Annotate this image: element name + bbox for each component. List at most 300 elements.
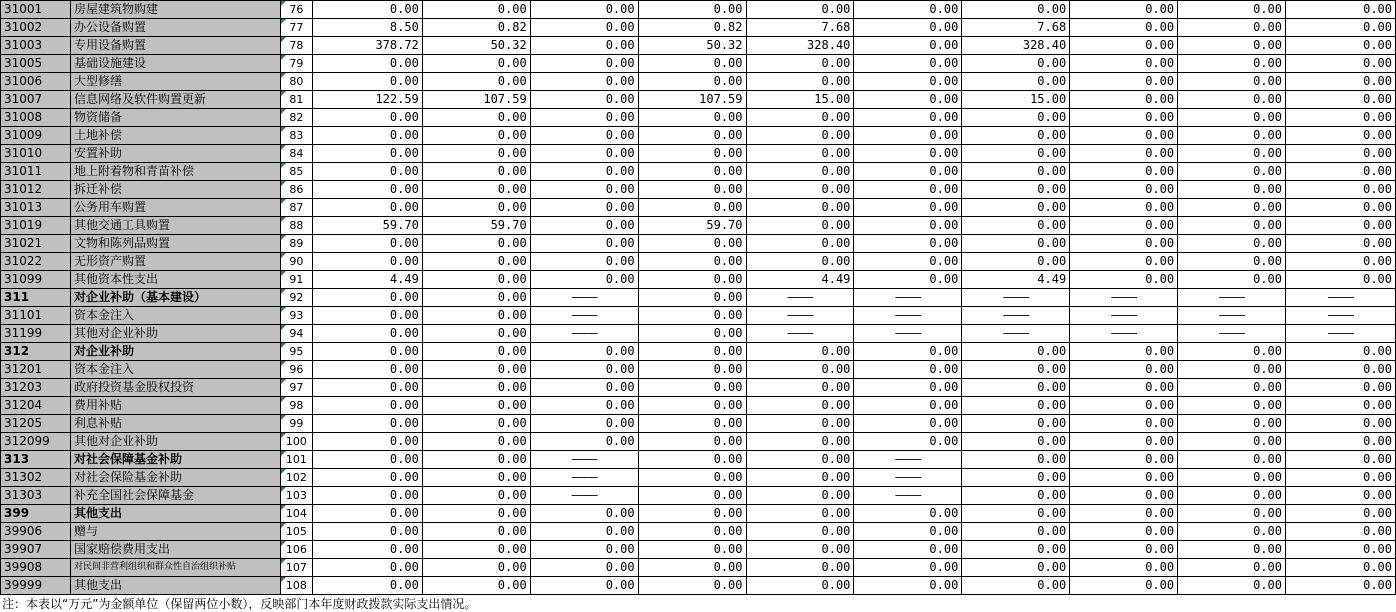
amount-cell[interactable]: 0.00 (962, 541, 1070, 559)
amount-cell[interactable]: ———— (1070, 289, 1178, 307)
amount-cell[interactable]: 0.00 (1178, 145, 1286, 163)
amount-cell[interactable]: 50.32 (422, 37, 530, 55)
amount-cell[interactable]: 0.00 (746, 379, 854, 397)
amount-cell[interactable]: 0.00 (746, 235, 854, 253)
amount-cell[interactable]: 0.00 (962, 253, 1070, 271)
amount-cell[interactable]: 0.00 (1178, 469, 1286, 487)
amount-cell[interactable]: 0.00 (422, 415, 530, 433)
amount-cell[interactable]: 4.49 (962, 271, 1070, 289)
amount-cell[interactable]: ———— (530, 451, 638, 469)
amount-cell[interactable]: 4.49 (312, 271, 422, 289)
amount-cell[interactable]: 0.00 (312, 163, 422, 181)
subject-name-cell[interactable]: 无形资产购置 (70, 253, 280, 271)
amount-cell[interactable]: 0.00 (530, 361, 638, 379)
amount-cell[interactable]: 0.00 (312, 541, 422, 559)
amount-cell[interactable]: 0.00 (746, 415, 854, 433)
amount-cell[interactable]: 0.00 (962, 55, 1070, 73)
amount-cell[interactable]: 0.00 (962, 217, 1070, 235)
subject-code-cell[interactable]: 31199 (1, 325, 71, 343)
amount-cell[interactable]: 0.00 (962, 523, 1070, 541)
amount-cell[interactable]: 0.00 (1178, 73, 1286, 91)
line-number-cell[interactable]: 104 (280, 505, 312, 523)
line-number-cell[interactable]: 76 (280, 1, 312, 19)
subject-code-cell[interactable]: 31002 (1, 19, 71, 37)
amount-cell[interactable]: 0.00 (530, 217, 638, 235)
subject-code-cell[interactable]: 31006 (1, 73, 71, 91)
subject-name-cell[interactable]: 大型修缮 (70, 73, 280, 91)
amount-cell[interactable]: 0.00 (1070, 271, 1178, 289)
amount-cell[interactable]: 0.00 (1178, 217, 1286, 235)
amount-cell[interactable]: 0.00 (962, 361, 1070, 379)
subject-code-cell[interactable]: 31101 (1, 307, 71, 325)
amount-cell[interactable]: 0.00 (312, 379, 422, 397)
amount-cell[interactable]: 0.00 (1285, 361, 1395, 379)
amount-cell[interactable]: ———— (1285, 307, 1395, 325)
subject-code-cell[interactable]: 31011 (1, 163, 71, 181)
amount-cell[interactable]: 0.00 (962, 1, 1070, 19)
amount-cell[interactable]: 0.00 (746, 487, 854, 505)
subject-code-cell[interactable]: 31205 (1, 415, 71, 433)
subject-code-cell[interactable]: 31008 (1, 109, 71, 127)
amount-cell[interactable]: 0.00 (1070, 91, 1178, 109)
subject-name-cell[interactable]: 拆迁补偿 (70, 181, 280, 199)
amount-cell[interactable]: 0.00 (1070, 343, 1178, 361)
amount-cell[interactable]: 0.00 (1285, 1, 1395, 19)
amount-cell[interactable]: ———— (962, 307, 1070, 325)
line-number-cell[interactable]: 97 (280, 379, 312, 397)
subject-code-cell[interactable]: 31303 (1, 487, 71, 505)
amount-cell[interactable]: 0.00 (1178, 451, 1286, 469)
subject-code-cell[interactable]: 399 (1, 505, 71, 523)
amount-cell[interactable]: 0.00 (530, 541, 638, 559)
amount-cell[interactable]: 0.00 (530, 397, 638, 415)
subject-code-cell[interactable]: 31012 (1, 181, 71, 199)
amount-cell[interactable]: 0.00 (422, 181, 530, 199)
amount-cell[interactable]: 0.00 (1285, 379, 1395, 397)
amount-cell[interactable]: 0.00 (530, 1, 638, 19)
amount-cell[interactable]: 0.00 (530, 235, 638, 253)
amount-cell[interactable]: 0.00 (1070, 253, 1178, 271)
amount-cell[interactable]: 0.00 (638, 487, 746, 505)
line-number-cell[interactable]: 89 (280, 235, 312, 253)
amount-cell[interactable]: 0.00 (1285, 577, 1395, 595)
amount-cell[interactable]: 0.00 (638, 55, 746, 73)
amount-cell[interactable]: 0.00 (1070, 1, 1178, 19)
amount-cell[interactable]: 0.00 (1178, 37, 1286, 55)
amount-cell[interactable]: 0.00 (854, 199, 962, 217)
amount-cell[interactable]: 0.00 (962, 343, 1070, 361)
amount-cell[interactable]: 0.00 (854, 523, 962, 541)
amount-cell[interactable]: 0.00 (1285, 541, 1395, 559)
amount-cell[interactable]: 0.00 (422, 397, 530, 415)
subject-code-cell[interactable]: 31010 (1, 145, 71, 163)
amount-cell[interactable]: ———— (530, 469, 638, 487)
line-number-cell[interactable]: 78 (280, 37, 312, 55)
amount-cell[interactable]: 0.00 (962, 451, 1070, 469)
subject-code-cell[interactable]: 31013 (1, 199, 71, 217)
amount-cell[interactable]: 0.00 (962, 145, 1070, 163)
amount-cell[interactable]: 0.00 (746, 73, 854, 91)
amount-cell[interactable]: 0.00 (1070, 415, 1178, 433)
amount-cell[interactable]: 0.00 (530, 577, 638, 595)
amount-cell[interactable]: 0.00 (312, 397, 422, 415)
amount-cell[interactable]: 0.00 (422, 523, 530, 541)
amount-cell[interactable]: 0.00 (1070, 505, 1178, 523)
amount-cell[interactable]: 0.00 (1285, 397, 1395, 415)
subject-name-cell[interactable]: 国家赔偿费用支出 (70, 541, 280, 559)
amount-cell[interactable]: 0.00 (1285, 487, 1395, 505)
line-number-cell[interactable]: 81 (280, 91, 312, 109)
amount-cell[interactable]: 0.00 (854, 397, 962, 415)
amount-cell[interactable]: 0.00 (422, 163, 530, 181)
amount-cell[interactable]: ———— (1178, 289, 1286, 307)
subject-code-cell[interactable]: 312099 (1, 433, 71, 451)
amount-cell[interactable]: 0.00 (1285, 37, 1395, 55)
amount-cell[interactable]: 0.00 (530, 559, 638, 577)
amount-cell[interactable]: ———— (854, 487, 962, 505)
amount-cell[interactable]: 0.00 (422, 487, 530, 505)
amount-cell[interactable]: 0.00 (312, 127, 422, 145)
subject-name-cell[interactable]: 政府投资基金股权投资 (70, 379, 280, 397)
amount-cell[interactable]: 0.00 (746, 163, 854, 181)
amount-cell[interactable]: 0.00 (746, 127, 854, 145)
amount-cell[interactable]: 0.82 (422, 19, 530, 37)
amount-cell[interactable]: 0.00 (854, 91, 962, 109)
amount-cell[interactable]: 0.00 (1285, 127, 1395, 145)
amount-cell[interactable]: 0.00 (638, 199, 746, 217)
line-number-cell[interactable]: 88 (280, 217, 312, 235)
amount-cell[interactable]: 0.00 (1070, 433, 1178, 451)
amount-cell[interactable]: ———— (746, 307, 854, 325)
amount-cell[interactable]: 0.00 (1178, 505, 1286, 523)
subject-name-cell[interactable]: 土地补偿 (70, 127, 280, 145)
amount-cell[interactable]: 0.00 (854, 163, 962, 181)
amount-cell[interactable]: 0.00 (638, 469, 746, 487)
amount-cell[interactable]: 0.00 (1178, 199, 1286, 217)
amount-cell[interactable]: 0.00 (422, 451, 530, 469)
amount-cell[interactable]: 0.00 (1070, 361, 1178, 379)
amount-cell[interactable]: 0.00 (962, 415, 1070, 433)
line-number-cell[interactable]: 93 (280, 307, 312, 325)
amount-cell[interactable]: 0.00 (962, 109, 1070, 127)
amount-cell[interactable]: 0.00 (854, 73, 962, 91)
line-number-cell[interactable]: 80 (280, 73, 312, 91)
amount-cell[interactable]: 0.00 (530, 37, 638, 55)
amount-cell[interactable]: 0.00 (530, 127, 638, 145)
amount-cell[interactable]: 0.00 (422, 379, 530, 397)
amount-cell[interactable]: ———— (1285, 289, 1395, 307)
amount-cell[interactable]: 0.00 (962, 397, 1070, 415)
amount-cell[interactable]: 0.00 (312, 433, 422, 451)
amount-cell[interactable]: 0.00 (530, 523, 638, 541)
amount-cell[interactable]: 0.00 (422, 127, 530, 145)
amount-cell[interactable]: ———— (530, 325, 638, 343)
amount-cell[interactable]: 0.00 (962, 577, 1070, 595)
amount-cell[interactable]: 107.59 (422, 91, 530, 109)
amount-cell[interactable]: 0.00 (312, 577, 422, 595)
amount-cell[interactable]: 0.00 (1178, 361, 1286, 379)
amount-cell[interactable]: 0.00 (854, 145, 962, 163)
amount-cell[interactable]: 0.00 (1070, 397, 1178, 415)
amount-cell[interactable]: 0.00 (1070, 163, 1178, 181)
subject-name-cell[interactable]: 对社会保险基金补助 (70, 469, 280, 487)
amount-cell[interactable]: 0.00 (1178, 55, 1286, 73)
subject-name-cell[interactable]: 安置补助 (70, 145, 280, 163)
line-number-cell[interactable]: 84 (280, 145, 312, 163)
amount-cell[interactable]: 0.00 (312, 235, 422, 253)
amount-cell[interactable]: 0.00 (1285, 469, 1395, 487)
subject-name-cell[interactable]: 房屋建筑物购建 (70, 1, 280, 19)
amount-cell[interactable]: 59.70 (638, 217, 746, 235)
amount-cell[interactable]: 0.82 (638, 19, 746, 37)
amount-cell[interactable]: 0.00 (962, 487, 1070, 505)
amount-cell[interactable]: 0.00 (530, 433, 638, 451)
amount-cell[interactable]: 0.00 (638, 127, 746, 145)
amount-cell[interactable]: 0.00 (1285, 451, 1395, 469)
amount-cell[interactable]: 4.49 (746, 271, 854, 289)
amount-cell[interactable]: 0.00 (1070, 55, 1178, 73)
amount-cell[interactable]: 0.00 (422, 469, 530, 487)
amount-cell[interactable]: 0.00 (422, 145, 530, 163)
amount-cell[interactable]: 0.00 (1285, 559, 1395, 577)
amount-cell[interactable]: 0.00 (746, 217, 854, 235)
line-number-cell[interactable]: 83 (280, 127, 312, 145)
amount-cell[interactable]: 0.00 (854, 361, 962, 379)
amount-cell[interactable]: 0.00 (530, 145, 638, 163)
amount-cell[interactable]: 59.70 (312, 217, 422, 235)
amount-cell[interactable]: 0.00 (746, 55, 854, 73)
amount-cell[interactable]: 0.00 (422, 235, 530, 253)
amount-cell[interactable]: 0.00 (422, 343, 530, 361)
amount-cell[interactable]: 0.00 (638, 379, 746, 397)
amount-cell[interactable]: ———— (1070, 307, 1178, 325)
amount-cell[interactable]: ———— (746, 325, 854, 343)
line-number-cell[interactable]: 91 (280, 271, 312, 289)
amount-cell[interactable]: 0.00 (422, 271, 530, 289)
amount-cell[interactable]: 0.00 (854, 577, 962, 595)
amount-cell[interactable]: 0.00 (530, 163, 638, 181)
amount-cell[interactable]: 0.00 (530, 181, 638, 199)
amount-cell[interactable]: 0.00 (746, 343, 854, 361)
amount-cell[interactable]: 0.00 (312, 523, 422, 541)
subject-name-cell[interactable]: 专用设备购置 (70, 37, 280, 55)
amount-cell[interactable]: 0.00 (962, 199, 1070, 217)
amount-cell[interactable]: 0.00 (530, 271, 638, 289)
amount-cell[interactable]: 0.00 (1070, 487, 1178, 505)
amount-cell[interactable]: 0.00 (1285, 181, 1395, 199)
subject-name-cell[interactable]: 对民间非营利组织和群众性自治组织补贴 (70, 559, 280, 577)
amount-cell[interactable]: 0.00 (530, 253, 638, 271)
subject-name-cell[interactable]: 公务用车购置 (70, 199, 280, 217)
subject-name-cell[interactable]: 地上附着物和青苗补偿 (70, 163, 280, 181)
amount-cell[interactable]: 0.00 (854, 541, 962, 559)
amount-cell[interactable]: 0.00 (854, 235, 962, 253)
amount-cell[interactable]: 0.00 (638, 307, 746, 325)
amount-cell[interactable]: 0.00 (638, 577, 746, 595)
amount-cell[interactable]: 0.00 (746, 523, 854, 541)
amount-cell[interactable]: 0.00 (1178, 91, 1286, 109)
subject-name-cell[interactable]: 利息补贴 (70, 415, 280, 433)
amount-cell[interactable]: ———— (1178, 307, 1286, 325)
amount-cell[interactable]: ———— (746, 289, 854, 307)
amount-cell[interactable]: 0.00 (530, 109, 638, 127)
amount-cell[interactable]: 0.00 (1070, 73, 1178, 91)
amount-cell[interactable]: 0.00 (422, 109, 530, 127)
line-number-cell[interactable]: 90 (280, 253, 312, 271)
amount-cell[interactable]: 0.00 (312, 487, 422, 505)
amount-cell[interactable]: ———— (1070, 325, 1178, 343)
amount-cell[interactable]: 0.00 (854, 253, 962, 271)
amount-cell[interactable]: ———— (530, 289, 638, 307)
amount-cell[interactable]: 0.00 (962, 181, 1070, 199)
amount-cell[interactable]: 0.00 (1285, 523, 1395, 541)
amount-cell[interactable]: 0.00 (1070, 19, 1178, 37)
subject-name-cell[interactable]: 资本金注入 (70, 361, 280, 379)
amount-cell[interactable]: 0.00 (312, 343, 422, 361)
amount-cell[interactable]: 0.00 (746, 199, 854, 217)
amount-cell[interactable]: 0.00 (962, 469, 1070, 487)
amount-cell[interactable]: 0.00 (1178, 253, 1286, 271)
amount-cell[interactable]: 0.00 (962, 163, 1070, 181)
amount-cell[interactable]: 0.00 (422, 289, 530, 307)
amount-cell[interactable]: 0.00 (422, 325, 530, 343)
amount-cell[interactable]: 0.00 (746, 1, 854, 19)
line-number-cell[interactable]: 87 (280, 199, 312, 217)
amount-cell[interactable]: 0.00 (746, 181, 854, 199)
amount-cell[interactable]: 0.00 (854, 37, 962, 55)
amount-cell[interactable]: 0.00 (530, 91, 638, 109)
amount-cell[interactable]: 0.00 (638, 541, 746, 559)
amount-cell[interactable]: 0.00 (1070, 559, 1178, 577)
amount-cell[interactable]: ———— (962, 325, 1070, 343)
amount-cell[interactable]: 0.00 (312, 55, 422, 73)
subject-code-cell[interactable]: 31001 (1, 1, 71, 19)
amount-cell[interactable]: 0.00 (422, 253, 530, 271)
amount-cell[interactable]: 0.00 (1178, 433, 1286, 451)
amount-cell[interactable]: 0.00 (422, 433, 530, 451)
amount-cell[interactable]: 0.00 (638, 325, 746, 343)
amount-cell[interactable]: ———— (854, 307, 962, 325)
amount-cell[interactable]: 0.00 (1285, 55, 1395, 73)
amount-cell[interactable]: 0.00 (422, 307, 530, 325)
amount-cell[interactable]: 15.00 (962, 91, 1070, 109)
subject-name-cell[interactable]: 其他对企业补助 (70, 325, 280, 343)
amount-cell[interactable]: 0.00 (312, 1, 422, 19)
amount-cell[interactable]: 0.00 (1070, 37, 1178, 55)
amount-cell[interactable]: 0.00 (312, 559, 422, 577)
amount-cell[interactable]: 7.68 (746, 19, 854, 37)
subject-name-cell[interactable]: 其他支出 (70, 505, 280, 523)
amount-cell[interactable]: 0.00 (1178, 19, 1286, 37)
amount-cell[interactable]: 0.00 (1178, 181, 1286, 199)
line-number-cell[interactable]: 102 (280, 469, 312, 487)
amount-cell[interactable]: 0.00 (638, 343, 746, 361)
amount-cell[interactable]: 0.00 (530, 73, 638, 91)
amount-cell[interactable]: 0.00 (638, 415, 746, 433)
amount-cell[interactable]: 0.00 (1178, 487, 1286, 505)
amount-cell[interactable]: 0.00 (638, 1, 746, 19)
amount-cell[interactable]: 0.00 (312, 145, 422, 163)
subject-name-cell[interactable]: 其他资本性支出 (70, 271, 280, 289)
amount-cell[interactable]: 0.00 (854, 127, 962, 145)
amount-cell[interactable]: 0.00 (1285, 199, 1395, 217)
amount-cell[interactable]: 0.00 (746, 469, 854, 487)
line-number-cell[interactable]: 95 (280, 343, 312, 361)
amount-cell[interactable]: 0.00 (312, 451, 422, 469)
amount-cell[interactable]: 0.00 (1178, 163, 1286, 181)
amount-cell[interactable]: 0.00 (530, 505, 638, 523)
amount-cell[interactable]: 0.00 (638, 523, 746, 541)
amount-cell[interactable]: 0.00 (638, 397, 746, 415)
amount-cell[interactable]: 0.00 (854, 55, 962, 73)
amount-cell[interactable]: 0.00 (530, 415, 638, 433)
amount-cell[interactable]: 0.00 (854, 109, 962, 127)
subject-code-cell[interactable]: 31007 (1, 91, 71, 109)
subject-name-cell[interactable]: 基础设施建设 (70, 55, 280, 73)
amount-cell[interactable]: 0.00 (530, 343, 638, 361)
amount-cell[interactable]: 0.00 (962, 73, 1070, 91)
amount-cell[interactable]: 0.00 (962, 235, 1070, 253)
amount-cell[interactable]: 107.59 (638, 91, 746, 109)
amount-cell[interactable]: 0.00 (422, 361, 530, 379)
line-number-cell[interactable]: 108 (280, 577, 312, 595)
amount-cell[interactable]: 0.00 (312, 199, 422, 217)
amount-cell[interactable]: 0.00 (1285, 145, 1395, 163)
amount-cell[interactable]: 0.00 (530, 55, 638, 73)
line-number-cell[interactable]: 79 (280, 55, 312, 73)
amount-cell[interactable]: 0.00 (638, 361, 746, 379)
amount-cell[interactable]: 0.00 (1070, 217, 1178, 235)
amount-cell[interactable]: 0.00 (1070, 523, 1178, 541)
subject-name-cell[interactable]: 赠与 (70, 523, 280, 541)
amount-cell[interactable]: 0.00 (1178, 577, 1286, 595)
amount-cell[interactable]: 0.00 (854, 271, 962, 289)
amount-cell[interactable]: 0.00 (746, 145, 854, 163)
amount-cell[interactable]: ———— (530, 307, 638, 325)
amount-cell[interactable]: 0.00 (1070, 181, 1178, 199)
amount-cell[interactable]: ———— (962, 289, 1070, 307)
subject-name-cell[interactable]: 信息网络及软件购置更新 (70, 91, 280, 109)
amount-cell[interactable]: 0.00 (422, 73, 530, 91)
amount-cell[interactable]: 0.00 (746, 397, 854, 415)
amount-cell[interactable]: 0.00 (530, 199, 638, 217)
amount-cell[interactable]: 0.00 (638, 181, 746, 199)
amount-cell[interactable]: 0.00 (1178, 127, 1286, 145)
subject-name-cell[interactable]: 办公设备购置 (70, 19, 280, 37)
amount-cell[interactable]: 0.00 (746, 559, 854, 577)
amount-cell[interactable]: 0.00 (1070, 145, 1178, 163)
line-number-cell[interactable]: 77 (280, 19, 312, 37)
amount-cell[interactable]: 328.40 (962, 37, 1070, 55)
amount-cell[interactable]: 50.32 (638, 37, 746, 55)
amount-cell[interactable]: 0.00 (422, 559, 530, 577)
amount-cell[interactable]: 0.00 (638, 289, 746, 307)
amount-cell[interactable]: 0.00 (854, 181, 962, 199)
subject-code-cell[interactable]: 312 (1, 343, 71, 361)
amount-cell[interactable]: 0.00 (854, 379, 962, 397)
amount-cell[interactable]: 0.00 (746, 451, 854, 469)
subject-name-cell[interactable]: 对社会保障基金补助 (70, 451, 280, 469)
amount-cell[interactable]: 0.00 (638, 145, 746, 163)
subject-name-cell[interactable]: 对企业补助 (70, 343, 280, 361)
line-number-cell[interactable]: 107 (280, 559, 312, 577)
amount-cell[interactable]: 0.00 (1070, 235, 1178, 253)
amount-cell[interactable]: ———— (530, 487, 638, 505)
line-number-cell[interactable]: 86 (280, 181, 312, 199)
amount-cell[interactable]: 0.00 (1070, 541, 1178, 559)
amount-cell[interactable]: 0.00 (1178, 379, 1286, 397)
amount-cell[interactable]: ———— (854, 289, 962, 307)
